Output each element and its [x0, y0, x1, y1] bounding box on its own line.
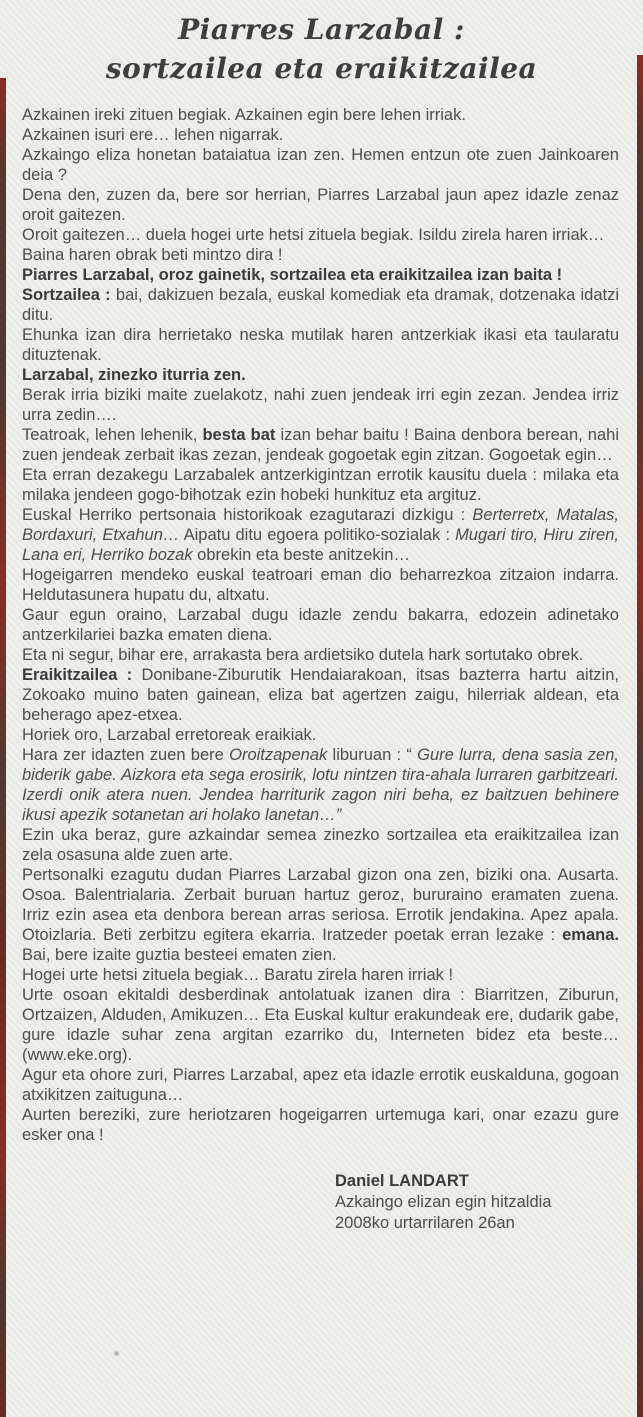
- paragraph: Sortzailea : bai, dakizuen bezala, euskal komediak eta dramak, dotzenaka idatzi ditu.: [22, 286, 619, 324]
- scan-speck: [113, 1350, 120, 1357]
- article-title-line1: Piarres Larzabal :: [178, 13, 465, 46]
- paragraph: Teatroak, lehen lehenik, besta bat izan behar baitu ! Baina denbora berean, nahi zuen jendeak zerbait ikas zezan, jendeak gogoetak egin zitzan. Gogoetak egin…: [22, 426, 620, 464]
- paragraph: Azkainen isuri ere… lehen nigarrak.: [22, 126, 284, 144]
- page-edge-right-red-border: [637, 55, 643, 1417]
- paragraph: Eta erran dezakegu Larzabalek antzerkigintzan errotik kausitu duela : milaka eta milaka jendeen gogo-bihotzak ezin hobeki hunkituz eta argituz.: [22, 466, 619, 504]
- paragraph: Urte osoan ekitaldi desberdinak antolatuak izanen dira : Biarritzen, Ziburun, Ortzaizen, Alduden, Amikuzen… Eta Euskal kultur erakundeak ere, dudarik gabe, gure idazle suhar zena argitan ezarriko du, Interneten bidez eta beste… (www.eke.org).: [22, 986, 619, 1064]
- article-body: [22, 105, 619, 1145]
- paragraph: Pertsonalki ezagutu dudan Piarres Larzabal gizon ona zen, biziki ona. Ausarta. Osoa. Balentrialaria. Zerbait buruan hartuz geroz, bururaino eramaten zuena. Irriz ezin asea eta denbora berean arras seriosa. Errotik jendakina. Apez apala. Otoizlaria. Beti zerbitzu egitera ekarria. Iratzeder poetak erran lezake : emana. Bai, bere izaite guztia besteei ematen zien.: [22, 866, 619, 964]
- article-title-line2: sortzailea eta eraikitzailea: [105, 52, 538, 85]
- paragraph: Horiek oro, Larzabal erretoreak eraikiak.: [22, 726, 317, 744]
- paragraph: Hogei urte hetsi zituela begiak… Baratu zirela haren irriak !: [22, 966, 454, 984]
- signature-date: 2008ko urtarrilaren 26an: [335, 1214, 515, 1232]
- paragraph: Hara zer idazten zuen bere Oroitzapenak liburuan : “ Gure lurra, dena sasia zen, biderik gabe. Aizkora eta sega erosirik, lotu nintzen tira-ahala lurraren garbitzeari. Izerdi onik atera nuen. Jendea harriturik zagon niri beha, ez baitzuen behinere ikusi apezik sotanetan ari holako lanetan…”: [22, 746, 619, 824]
- signature-block: [335, 1171, 643, 1234]
- paragraph: Dena den, zuzen da, bere sor herrian, Piarres Larzabal jaun apez idazle zenaz oroit gaitezen.: [22, 186, 619, 224]
- paragraph: Ezin uka beraz, gure azkaindar semea zinezko sortzailea eta eraikitzailea izan zela osasuna alde zuen arte.: [22, 826, 619, 864]
- paragraph: Azkaingo eliza honetan bataiatua izan zen. Hemen entzun ote zuen Jainkoaren deia ?: [22, 146, 619, 184]
- signature-event: Azkaingo elizan egin hitzaldia: [335, 1193, 552, 1211]
- signature-author: Daniel LANDART: [335, 1172, 469, 1190]
- paragraph: Eraikitzailea : Donibane-Ziburutik Hendaiarakoan, itsas bazterra hartu aitzin, Zokoako muino baten gainean, eliza bat agertzen zaigu, hilerriak aldean, eta beherago apez-etxea.: [22, 666, 619, 724]
- paragraph: Agur eta ohore zuri, Piarres Larzabal, apez eta idazle errotik euskalduna, gogoan atxikitzen zaituguna…: [22, 1066, 619, 1104]
- page-edge-left-red-border: [0, 78, 6, 1417]
- paragraph: Aurten bereziki, zure heriotzaren hogeigarren urtemuga kari, onar ezazu gure esker ona !: [22, 1106, 619, 1144]
- paragraph: Azkainen ireki zituen begiak. Azkainen egin bere lehen irriak.: [22, 106, 466, 124]
- paragraph: Larzabal, zinezko iturria zen.: [22, 366, 246, 384]
- paragraph: Euskal Herriko pertsonaia historikoak ezagutarazi dizkigu : Berterretx, Matalas, Bordaxuri, Etxahun… Aipatu ditu egoera politiko-sozialak : Mugari tiro, Hiru ziren, Lana eri, Herriko bozak obrekin eta beste anitzekin…: [22, 506, 619, 564]
- paragraph: Piarres Larzabal, oroz gainetik, sortzailea eta eraikitzailea izan baita !: [22, 266, 563, 284]
- paragraph: Gaur egun oraino, Larzabal dugu idazle zendu bakarra, edozein adinetako antzerkilariei bazka ematen diena.: [22, 606, 619, 644]
- paragraph: Ehunka izan dira herrietako neska mutilak haren antzerkiak ikasi eta taularatu dituztenak.: [22, 326, 619, 364]
- paragraph: Hogeigarren mendeko euskal teatroari eman dio beharrezkoa zitzaion indarra. Heldutasunera hupatu du, altxatu.: [22, 566, 619, 604]
- paragraph: Baina haren obrak beti mintzo dira !: [22, 246, 283, 264]
- article-title: [30, 10, 613, 88]
- paragraph: Oroit gaitezen… duela hogei urte hetsi zituela begiak. Isildu zirela haren irriak…: [22, 226, 605, 244]
- paragraph: Berak irria biziki maite zuelakotz, nahi zuen jendeak irri egin zezan. Jendea irriz urra zedin….: [22, 386, 619, 424]
- paragraph: Eta ni segur, bihar ere, arrakasta bera ardietsiko dutela hark sortutako obrek.: [22, 646, 584, 664]
